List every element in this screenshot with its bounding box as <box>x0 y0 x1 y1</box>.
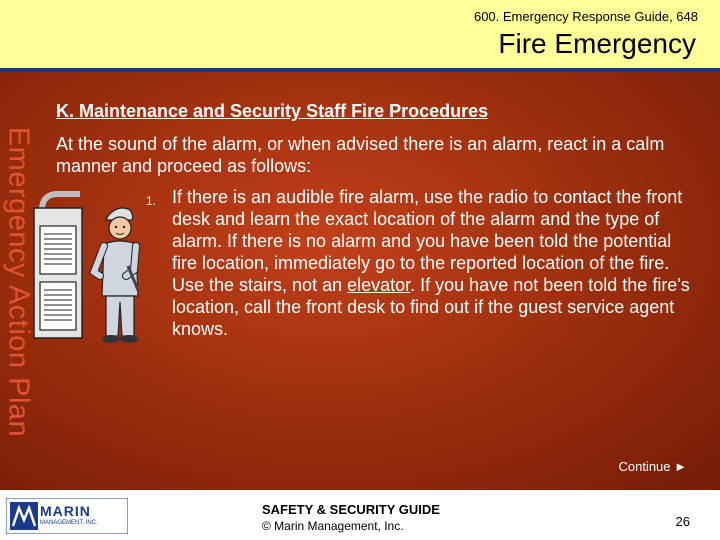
worker-figure <box>94 208 138 343</box>
maintenance-worker-icon <box>30 186 160 346</box>
list-item-text <box>172 186 692 340</box>
logo-name: MARIN <box>40 503 91 519</box>
continue-link[interactable]: Continue ► <box>618 459 687 474</box>
furnace-icon <box>34 194 82 338</box>
section-heading: K. Maintenance and Security Staff Fire Procedures <box>56 101 489 121</box>
intro-paragraph: At the sound of the alarm, or when advised there is an alarm, react in a calm manner and proceed as follows: <box>56 134 665 176</box>
side-label-text: Emergency Action Plan <box>2 126 35 438</box>
list-item-text-part: . If you have not been told the fire's location, call the front desk to find out if the guest service agent knows. <box>172 275 690 339</box>
page-number: 26 <box>675 514 690 529</box>
footer-copyright: © Marin Management, Inc. <box>262 519 404 533</box>
list-item-number: 1. <box>146 194 157 208</box>
page-title: Fire Emergency <box>498 28 696 59</box>
elevator-link[interactable]: elevator <box>347 275 411 295</box>
list-item-text-part: If there is an audible fire alarm, use the radio to contact the front desk and learn the exact location of the alarm and the type of alarm. If there is no alarm and you have been told the potential fire location, immediately go to the reported location of the fire. Use the stairs, not an <box>172 187 683 295</box>
logo-subtitle: MANAGEMENT, INC. <box>40 520 98 526</box>
header-subtitle: 600. Emergency Response Guide, 648 <box>473 9 698 24</box>
footer-title: SAFETY & SECURITY GUIDE <box>262 502 440 517</box>
